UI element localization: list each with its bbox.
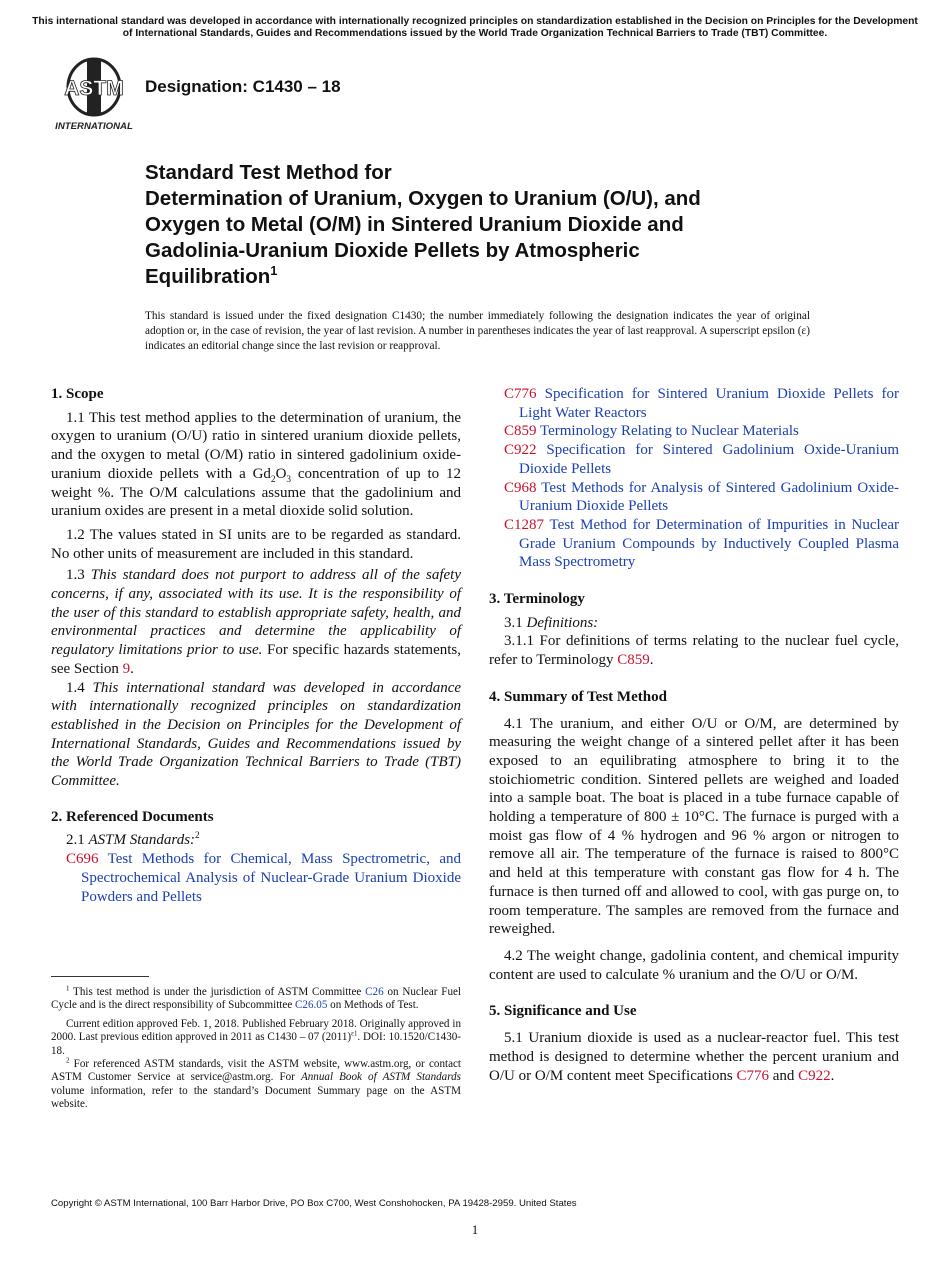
svg-text:ASTM: ASTM xyxy=(64,77,124,100)
paragraph-2-1: 2.1 ASTM Standards:$^2$ xyxy=(66,831,200,849)
paragraph-3-1-1: 3.1.1 For definitions of terms relating to the nuclear fuel cycle, refer to Terminology C859. xyxy=(489,633,899,669)
svg-text:INTERNATIONAL: INTERNATIONAL xyxy=(55,121,133,132)
section-heading-scope: 1. Scope xyxy=(51,386,104,402)
terminology-c859-link[interactable]: C859 xyxy=(617,652,650,669)
section-heading-referenced-documents: 2. Referenced Documents xyxy=(51,808,214,825)
astm-logo xyxy=(52,55,136,133)
reference-link-c1287[interactable]: C1287 Test Method for Determination of Impurities in Nuclear Grade Uranium Compounds by Inductively Coupled Plasma Mass Spectrometry xyxy=(504,516,899,571)
paragraph-4-2: 4.2 The weight change, gadolinia content, and chemical impurity content are used to calculate % uranium and the O/U or O/M. xyxy=(489,947,899,983)
spec-c922-link[interactable]: C922 xyxy=(798,1067,831,1084)
paragraph-1-3: 1.3 This standard does not purport to address all of the safety concerns, if any, associated with its use. It is the responsibility of the user of this standard to establish appropriate safety, health, and environmental practices and determine the applicability of regulatory limitations prior to use. For specific hazards statements, see Section 9. xyxy=(51,567,461,677)
reference-link-c968[interactable]: C968 Test Methods for Analysis of Sintered Gadolinium Oxide-Uranium Dioxide Pellets xyxy=(504,479,899,515)
paragraph-1-2: 1.2 The values stated in SI units are to be regarded as standard. No other units of measurement are included in this standard. xyxy=(51,526,461,562)
paragraph-1-1: 1.1 This test method applies to the determination of uranium, the oxygen to uranium (O/U) ratio in sintered uranium dioxide pellets, and the oxygen to metal (O/M) ratio in sintered gadolinium oxide-uranium dioxide pellets with a $Gd_2O_3$ concentration of up to 12 weight %. The O/M calculations assume that the gadolinium and uranium oxides are present in a metal dioxide solid solution. xyxy=(51,409,461,520)
reference-link-c696[interactable]: C696 Test Methods for Chemical, Mass Spectrometric, and Spectrochemical Analysis of Nuclear-Grade Uranium Dioxide Powders and Pellets xyxy=(66,851,461,905)
section-heading-terminology: 3. Terminology xyxy=(489,591,585,608)
section-heading-significance: 5. Significance and Use xyxy=(489,1003,637,1020)
footnotes xyxy=(51,986,461,1112)
reference-link-c922[interactable]: C922 Specification for Sintered Gadolinium Oxide-Uranium Dioxide Pellets xyxy=(504,442,899,477)
footnote-2: $^2$ For referenced ASTM standards, visit the ASTM website, www.astm.org, or contact ASTM Customer Service at service@astm.org. For Annual Book of ASTM Standards volume information, refer to the standard’s Document Summary page on the ASTM website. xyxy=(51,1057,461,1111)
committee-c26-link[interactable]: C26 xyxy=(365,986,384,998)
spec-c776-link[interactable]: C776 xyxy=(736,1067,769,1084)
reference-link-c776[interactable]: C776 Specification for Sintered Uranium Dioxide Pellets for Light Water Reactors xyxy=(504,386,899,421)
section-9-link[interactable]: 9 xyxy=(122,660,131,677)
paragraph-5-1: 5.1 Uranium dioxide is used as a nuclear-reactor fuel. This test method is designed to determine whether the percent uranium and O/U or O/M content meet Specifications C776 and C922. xyxy=(489,1030,899,1084)
paragraph-1-4: 1.4 This international standard was developed in accordance with internationally recognized principles on standardization established in the Decision on Principles for the Development of International Standards, Guides and Recommendations issued by the World Trade Organization Technical Barriers to Trade (TBT) Committee. xyxy=(51,679,462,790)
top-notice: This international standard was developed in accordance with internationally recognized principles on standardization established in the Decision on Principles for the Development of International Standards, Guides and Recommendations issued by the World Trade Organization Technical Barriers to Trade (TBT) Committee. xyxy=(32,16,918,39)
left-column xyxy=(51,385,461,906)
edition-note: Current edition approved Feb. 1, 2018. Published February 2018. Originally approved in 2000. Last previous edition approved in 2011 as C1430 – 07 $(2011)^{\varepsilon 1}$. DOI: 10.1520/C1430-18. xyxy=(51,1017,461,1057)
paragraph-3-1: 3.1 Definitions: xyxy=(504,614,599,631)
footnote-1: $^1$ This test method is under the jurisdiction of ASTM Committee C26 on Nuclear Fuel Cycle and is the direct responsibility of Subcommittee C26.05 on Methods of Test. xyxy=(51,985,461,1012)
footnote-divider xyxy=(51,976,149,977)
section-heading-summary: 4. Summary of Test Method xyxy=(489,688,667,705)
page-number: 1 xyxy=(471,1222,479,1237)
subcommittee-c26-05-link[interactable]: C26.05 xyxy=(295,999,328,1012)
document-title: Standard Test Method for Determination of Uranium, Oxygen to Uranium (O/U), and Oxygen to Metal (O/M) in Sintered Uranium Dioxide and Gadolinia-Uranium Dioxide Pellets by Atmospheric Equilibration$^1$ xyxy=(145,161,701,288)
paragraph-4-1: 4.1 The uranium, and either O/U or O/M, are determined by measuring the weight change of a sintered pellet after it has been exposed to an equilibrating atmosphere to bring it to the stoichiometric condition. Sintered pellets are weighed and loaded into a sample boat. The boat is placed in a tube furnace capable of holding a temperature of 800 ± 10°C. The furnace is purged with a moist gas flow of 4 % hydrogen and 96 % argon or nitrogen to remove all air. The temperature of the furnace is raised to 800°C and held at this temperature with constant gas flow for 4 h. The furnace is then turned off and allowed to cool, with gas purge on, to room temperature. The samples are removed from the furnace and reweighed. xyxy=(489,715,899,938)
copyright-notice: Copyright © ASTM International, 100 Barr Harbor Drive, PO Box C700, West Conshohocken, PA 19428-2959. United States xyxy=(51,1198,577,1209)
reference-link-c859[interactable]: C859 Terminology Relating to Nuclear Materials xyxy=(504,423,799,440)
right-column xyxy=(489,385,899,1085)
designation: Designation: C1430 – 18 xyxy=(145,77,341,96)
title-footnote-mark: 1 xyxy=(270,263,278,279)
issuance-note: This standard is issued under the fixed designation C1430; the number immediately following the designation indicates the year of original adoption or, in the case of revision, the year of last revision. A number in parentheses indicates the year of last reapproval. A superscript epsilon (ε) indicates an editorial change since the last revision or reapproval. xyxy=(145,310,810,352)
